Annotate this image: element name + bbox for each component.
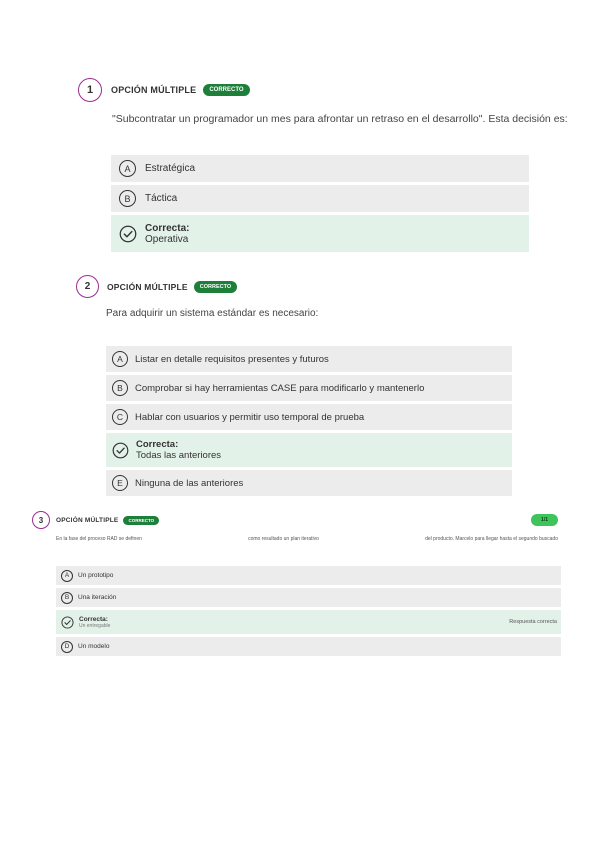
option-a[interactable] <box>111 155 529 182</box>
question-number: 1 <box>78 78 102 102</box>
status-badge: CORRECTO <box>194 281 237 293</box>
answer-options <box>111 155 529 255</box>
option-text: Listar en detalle requisitos presentes y futuros <box>135 353 329 365</box>
question-type: OPCIÓN MÚLTIPLE <box>107 281 188 292</box>
correct-answer: Un entregable <box>79 622 111 629</box>
correct-label: Correcta: <box>145 222 190 234</box>
correct-label: Correcta: <box>79 615 108 623</box>
correct-answer: Todas las anteriores <box>136 450 222 461</box>
option-a[interactable] <box>56 566 561 585</box>
option-letter: D <box>61 641 73 653</box>
option-text: Hablar con usuarios y permitir uso temporal de prueba <box>135 411 365 423</box>
option-d[interactable] <box>56 637 561 656</box>
question-type: OPCIÓN MÚLTIPLE <box>111 85 197 95</box>
option-text: Táctica <box>145 193 178 204</box>
correct-note: Respuesta correcta <box>509 619 557 625</box>
option-letter: A <box>61 570 73 582</box>
question-3-header <box>32 511 558 529</box>
option-b[interactable] <box>111 185 529 212</box>
prompt-part: del producto. Marcelo para llegar hasta el segundo buscado <box>425 536 558 542</box>
status-badge: CORRECTO <box>203 84 249 96</box>
option-text: Comprobar si hay herramientas CASE para modificarlo y mantenerlo <box>135 382 425 394</box>
option-letter: E <box>112 475 128 491</box>
question-number: 3 <box>32 511 50 529</box>
question-2-header <box>76 275 237 298</box>
check-circle-icon <box>119 225 137 243</box>
option-letter: B <box>61 592 73 604</box>
prompt-part: como resultado un plan iterativo <box>248 536 319 542</box>
option-correct[interactable] <box>111 215 529 252</box>
question-prompt <box>56 536 558 542</box>
correct-label: Correcta: <box>136 439 179 450</box>
option-a[interactable] <box>106 346 512 372</box>
question-number: 2 <box>76 275 99 298</box>
check-circle-icon <box>61 616 74 629</box>
option-text: Ninguna de las anteriores <box>135 477 244 489</box>
question-prompt: Para adquirir un sistema estándar es necesario: <box>106 308 319 319</box>
correct-answer: Operativa <box>145 233 189 245</box>
option-b[interactable] <box>106 375 512 401</box>
answer-options <box>56 566 561 659</box>
status-badge: CORRECTO <box>123 516 159 525</box>
option-correct[interactable] <box>106 433 512 467</box>
option-letter: C <box>112 409 128 425</box>
prompt-part: En la fase del proceso RAD se definen <box>56 536 142 542</box>
answer-options <box>106 346 512 499</box>
option-text: Un prototipo <box>78 572 114 579</box>
option-e[interactable] <box>106 470 512 496</box>
question-1-header <box>78 78 250 102</box>
option-letter: B <box>119 190 136 207</box>
option-c[interactable] <box>106 404 512 430</box>
option-letter: B <box>112 380 128 396</box>
option-text: Un modelo <box>78 643 110 650</box>
option-letter: A <box>112 351 128 367</box>
option-letter: A <box>119 160 136 177</box>
score-pill: 1/1 <box>531 514 558 526</box>
question-prompt: "Subcontratar un programador un mes para afrontar un retraso en el desarrollo". Esta decisión es: <box>112 113 568 125</box>
option-correct[interactable] <box>56 610 561 634</box>
option-text: Estratégica <box>145 163 196 174</box>
option-text: Una iteración <box>78 594 117 601</box>
option-b[interactable] <box>56 588 561 607</box>
question-type: OPCIÓN MÚLTIPLE <box>56 516 119 524</box>
check-circle-icon <box>112 442 129 459</box>
